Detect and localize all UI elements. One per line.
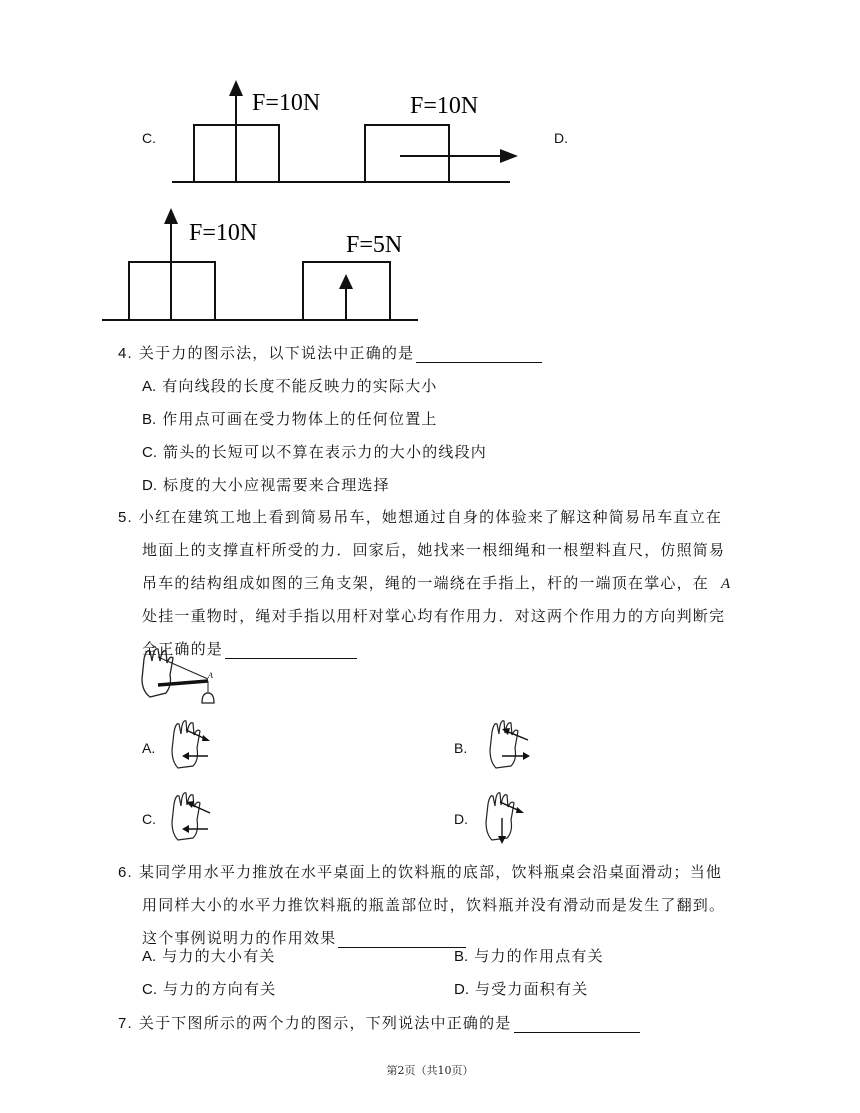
question-number: 5.	[118, 509, 133, 526]
question-5-line-5: 全正确的是	[142, 638, 357, 659]
force-label-c-left: F=10N	[252, 90, 321, 116]
point-a-label: A	[720, 576, 732, 592]
option-c[interactable]: C. 与力的方向有关	[142, 980, 277, 998]
option-a-hand-figure[interactable]	[168, 716, 214, 772]
force-label-c-right: F=10N	[410, 93, 479, 119]
rod	[158, 681, 208, 685]
answer-blank[interactable]	[225, 642, 357, 659]
force-label-d-left: F=10N	[189, 220, 258, 246]
question-7	[118, 1012, 640, 1033]
question-6-line-1: 6. 某同学用水平力推放在水平桌面上的饮料瓶的底部，饮料瓶桌会沿桌面滑动；当他	[118, 863, 723, 881]
weight-icon	[202, 693, 214, 703]
option-d-label[interactable]: D.	[454, 811, 468, 827]
option-d-label: D.	[554, 130, 568, 146]
question-6-line-2: 用同样大小的水平力推饮料瓶的瓶盖部位时，饮料瓶并没有滑动而是发生了翻到。	[142, 896, 726, 914]
hand-icon	[142, 649, 173, 697]
arrowhead	[502, 728, 510, 735]
question-5-line-4: 处挂一重物时，绳对手指以用杆对掌心均有作用力．对这两个作用力的方向判断完	[142, 607, 726, 625]
arrowhead	[516, 807, 524, 813]
arrowhead-up	[229, 80, 243, 96]
arrowhead-up	[339, 274, 353, 289]
question-stem: 关于力的图示法，以下说法中正确的是	[138, 344, 415, 362]
option-d-hand-figure[interactable]	[482, 788, 528, 844]
question-5-line-3: 吊车的结构组成如图的三角支架，绳的一端绕在手指上，杆的一端顶在掌心，在 A	[142, 574, 732, 592]
answer-blank[interactable]	[514, 1016, 640, 1033]
arrowhead-up	[164, 208, 178, 224]
option-a[interactable]: A. 有向线段的长度不能反映力的实际大小	[142, 377, 438, 395]
arrowhead	[523, 752, 530, 760]
answer-blank[interactable]	[416, 346, 542, 363]
option-d[interactable]: D. 与受力面积有关	[454, 980, 589, 998]
option-c-label: C.	[142, 130, 156, 146]
arrowhead	[182, 752, 189, 760]
hand-icon	[486, 793, 514, 840]
arrowhead	[498, 836, 506, 844]
force-label-d-right: F=5N	[346, 232, 403, 258]
block-right	[365, 125, 449, 182]
hand-triangle-figure	[136, 645, 218, 709]
question-number: 7.	[118, 1015, 133, 1032]
option-b-label[interactable]: B.	[454, 740, 468, 756]
arrowhead-right	[500, 149, 518, 163]
option-c-label[interactable]: C.	[142, 811, 156, 827]
hand-icon	[172, 793, 200, 840]
rope	[158, 657, 208, 679]
hand-icon	[490, 721, 518, 768]
option-b[interactable]: B. 与力的作用点有关	[454, 947, 604, 965]
question-5-line-1: 5. 小红在建筑工地上看到简易吊车，她想通过自身的体验来了解这种简易吊车直立在	[118, 508, 723, 526]
option-a-label[interactable]: A.	[142, 740, 156, 756]
arrowhead	[182, 825, 189, 833]
option-b-hand-figure[interactable]	[486, 716, 534, 772]
option-b[interactable]: B. 作用点可画在受力物体上的任何位置上	[142, 410, 438, 428]
question-6-line-3: 这个事例说明力的作用效果	[142, 927, 466, 948]
question-4	[118, 342, 542, 363]
figure-d	[96, 202, 426, 327]
arrowhead	[202, 735, 210, 741]
question-number: 6.	[118, 864, 133, 881]
question-number: 4.	[118, 345, 133, 362]
option-d[interactable]: D. 标度的大小应视需要来合理选择	[142, 476, 390, 494]
figure-c	[160, 70, 530, 195]
question-stem: 关于下图所示的两个力的图示，下列说法中正确的是	[138, 1014, 512, 1032]
option-c[interactable]: C. 箭头的长短可以不算在表示力的大小的线段内	[142, 443, 488, 461]
option-c-hand-figure[interactable]	[168, 788, 214, 844]
answer-blank[interactable]	[338, 931, 466, 948]
page-footer: 第2页（共10页）	[386, 1064, 474, 1077]
option-a[interactable]: A. 与力的大小有关	[142, 947, 276, 965]
question-5-line-2: 地面上的支撑直杆所受的力．回家后，她找来一根细绳和一根塑料直尺，仿照简易	[142, 541, 726, 559]
point-a-marker: A	[208, 671, 213, 680]
hand-icon	[172, 721, 200, 768]
